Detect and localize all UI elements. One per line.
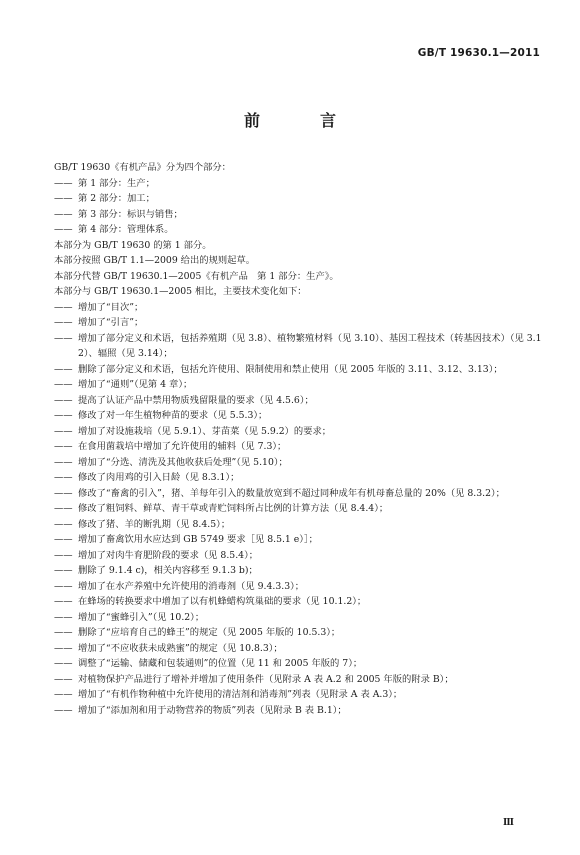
- dash: ——: [54, 363, 73, 375]
- change-text: 增加了“分选、清洗及其他收获后处理”（见 5.10）；: [78, 456, 288, 468]
- change-item: [54, 563, 544, 579]
- change-text: 增加了“有机作物种植中允许使用的清洁剂和消毒剂”列表（见附录 A 表 A.3）；: [78, 689, 403, 700]
- change-item: [54, 532, 544, 548]
- dash: ——: [54, 596, 73, 607]
- change-text: 增加了对肉牛育肥阶段的要求（见 8.5.4）；: [78, 549, 259, 561]
- intro-line: GB/T 19630《有机产品》分为四个部分：: [54, 162, 231, 173]
- dash: ——: [54, 379, 73, 390]
- dash: ——: [54, 394, 73, 406]
- change-item: [54, 610, 544, 626]
- change-text: 增加了“蜜蜂引入”（见 10.2）；: [78, 611, 205, 623]
- dash: ——: [54, 487, 73, 499]
- standard-code: GB/T 19630.1—2011: [417, 47, 540, 59]
- dash: ——: [54, 224, 73, 235]
- intro-line: 本部分为 GB/T 19630 的第 1 部分。: [54, 239, 212, 251]
- change-text: 修改了对一年生植物种苗的要求（见 5.5.3）；: [78, 410, 268, 421]
- change-text: 增加了部分定义和术语，包括养殖期（见 3.8）、植物繁殖材料（见 3.10）、基因工程技术（转基因技术）（见 3.12）、辐照（见 3.14）；: [78, 332, 542, 359]
- change-item: [54, 331, 544, 362]
- change-item: [54, 579, 544, 595]
- dash: ——: [54, 534, 73, 545]
- part-item: [54, 207, 544, 223]
- part-text: 第 2 部分：加工；: [78, 193, 155, 204]
- change-text: 在蜂场的转换要求中增加了以有机蜂蜡构筑巢础的要求（见 10.1.2）；: [78, 596, 367, 607]
- intro-line: 本部分按照 GB/T 1.1—2009 给出的规则起草。: [54, 255, 256, 266]
- change-text: 修改了猪、羊的断乳期（见 8.4.5）；: [78, 518, 231, 530]
- change-item: [54, 486, 544, 502]
- dash: ——: [54, 642, 73, 654]
- foreword-body: [54, 160, 544, 718]
- change-item: [54, 548, 544, 564]
- dash: ——: [54, 673, 73, 685]
- change-text: 修改了粗饲料、鲜草、青干草或青贮饲料所占比例的计算方法（见 8.4.4）；: [78, 503, 389, 514]
- dash: ——: [54, 410, 73, 421]
- change-text: 增加了“引言”；: [78, 317, 144, 328]
- change-item: [54, 408, 544, 424]
- change-text: 删除了部分定义和术语，包括允许使用、限制使用和禁止使用（见 2005 年版的 3.11、3.12、3.13）；: [78, 363, 503, 375]
- change-item: [54, 470, 544, 486]
- part-text: 第 1 部分：生产；: [78, 177, 155, 189]
- change-text: 增加了畜禽饮用水应达到 GB 5749 要求［见 8.5.1 e）］；: [78, 534, 318, 545]
- dash: ——: [54, 611, 73, 623]
- page-title: 前 言: [243, 111, 358, 130]
- change-text: 增加了“通则”（见第 4 章）；: [78, 379, 193, 390]
- part-text: 第 4 部分：管理体系。: [78, 224, 174, 235]
- change-item: [54, 641, 544, 657]
- change-item: [54, 672, 544, 688]
- dash: ——: [54, 332, 73, 344]
- dash: ——: [54, 503, 73, 514]
- dash: ——: [54, 580, 73, 592]
- change-item: [54, 625, 544, 641]
- dash: ——: [54, 627, 73, 638]
- change-text: 增加了“不应收获未成熟蜜”的规定（见 10.8.3）；: [78, 642, 283, 654]
- change-item: [54, 424, 544, 440]
- change-item: [54, 315, 544, 331]
- change-text: 对植物保护产品进行了增补并增加了使用条件（见附录 A 表 A.2 和 2005 年版的附录 B）；: [78, 673, 454, 685]
- part-item: [54, 222, 544, 238]
- change-item: [54, 362, 544, 378]
- dash: ——: [54, 689, 73, 700]
- dash: ——: [54, 208, 73, 220]
- dash: ——: [54, 441, 73, 452]
- part-item: [54, 191, 544, 207]
- intro-line: 本部分代替 GB/T 19630.1—2005《有机产品 第 1 部分：生产》。: [54, 270, 339, 282]
- part-text: 第 3 部分：标识与销售；: [78, 208, 183, 220]
- change-text: 调整了“运输、储藏和包装通则”的位置（见 11 和 2005 年版的 7）；: [78, 658, 363, 669]
- dash: ——: [54, 518, 73, 530]
- change-item: [54, 687, 544, 703]
- part-item: [54, 176, 544, 192]
- dash: ——: [54, 301, 73, 313]
- change-text: 删除了“应培育自己的蜂王”的规定（见 2005 年版的 10.5.3）；: [78, 627, 341, 638]
- change-text: 删除了 9.1.4 c)，相关内容移至 9.1.3 b)；: [78, 565, 258, 576]
- change-item: [54, 455, 544, 471]
- change-text: 提高了认证产品中禁用物质残留限量的要求（见 4.5.6）；: [78, 394, 314, 406]
- change-item: [54, 377, 544, 393]
- change-text: 增加了“目次”；: [78, 301, 144, 313]
- dash: ——: [54, 317, 73, 328]
- change-item: [54, 703, 544, 719]
- dash: ——: [54, 658, 73, 669]
- dash: ——: [54, 425, 73, 437]
- change-item: [54, 517, 544, 533]
- change-text: 修改了肉用鸡的引入日龄（见 8.3.1）；: [78, 472, 240, 483]
- change-text: 在食用菌栽培中增加了允许使用的辅料（见 7.3）；: [78, 441, 287, 452]
- change-text: 增加了在水产养殖中允许使用的消毒剂（见 9.4.3.3）；: [78, 580, 305, 592]
- dash: ——: [54, 472, 73, 483]
- change-item: [54, 594, 544, 610]
- change-item: [54, 501, 544, 517]
- dash: ——: [54, 565, 73, 576]
- dash: ——: [54, 456, 73, 468]
- change-text: 修改了“畜禽的引入”，猪、羊每年引入的数量放宽到不超过同种成年有机母畜总量的 20%（见 8.3.2）；: [78, 487, 505, 499]
- dash: ——: [54, 193, 73, 204]
- change-text: 增加了“添加剂和用于动物营养的物质”列表（见附录 B 表 B.1）；: [78, 704, 347, 716]
- change-item: [54, 300, 544, 316]
- change-text: 增加了对设施栽培（见 5.9.1）、芽苗菜（见 5.9.2）的要求；: [78, 425, 332, 437]
- intro-line: 本部分与 GB/T 19630.1—2005 相比，主要技术变化如下：: [54, 286, 307, 297]
- change-item: [54, 393, 544, 409]
- change-item: [54, 656, 544, 672]
- dash: ——: [54, 177, 73, 189]
- page-number: Ⅲ: [503, 818, 514, 828]
- dash: ——: [54, 549, 73, 561]
- dash: ——: [54, 704, 73, 716]
- change-item: [54, 439, 544, 455]
